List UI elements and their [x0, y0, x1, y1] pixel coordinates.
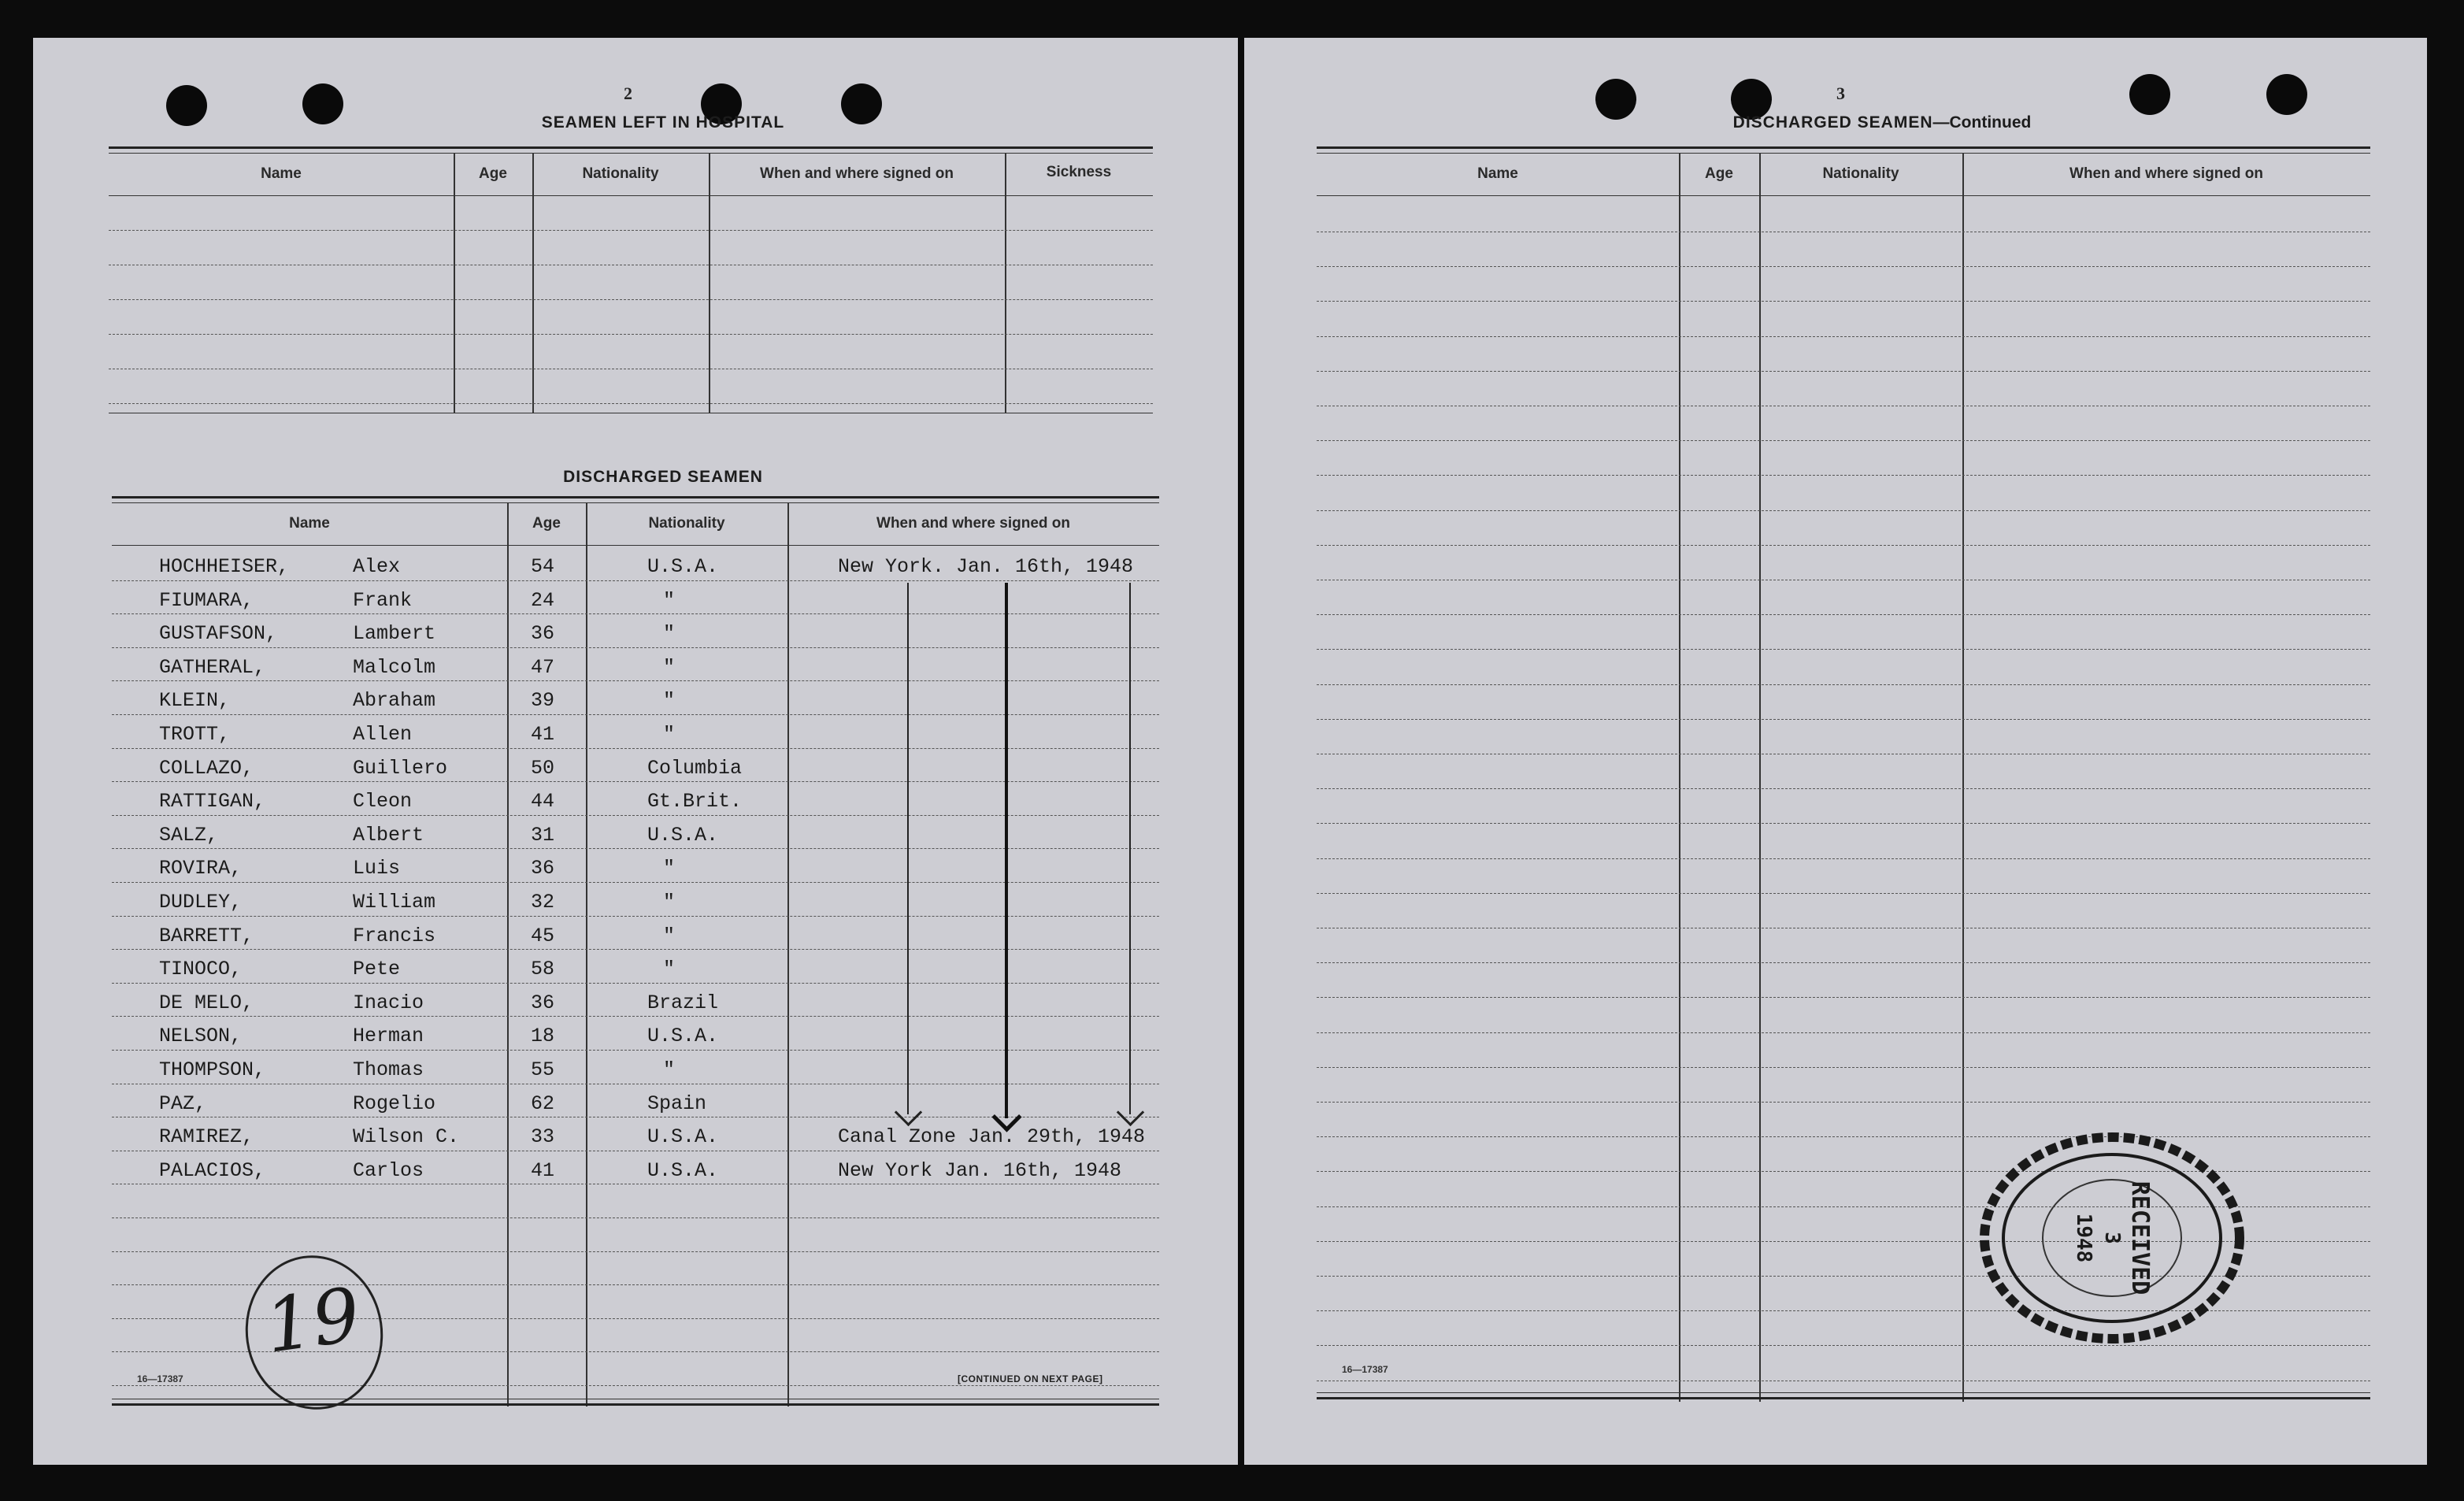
- seaman-nationality: ": [663, 655, 676, 679]
- discharged-continued-title: [1606, 113, 2158, 132]
- seaman-age: 24: [531, 588, 555, 612]
- seaman-surname: SALZ,: [159, 823, 219, 847]
- title-main: DISCHARGED SEAMEN: [1732, 113, 1933, 132]
- seaman-age: 33: [531, 1125, 555, 1149]
- seaman-nationality: U.S.A.: [647, 1125, 719, 1149]
- seaman-age: 36: [531, 991, 555, 1014]
- col-header-nationality: Nationality: [582, 165, 659, 182]
- seaman-given-name: William: [353, 891, 436, 914]
- seaman-surname: COLLAZO,: [159, 756, 254, 780]
- col-header-signed-on: When and where signed on: [760, 165, 954, 182]
- seaman-age: 41: [531, 1158, 555, 1182]
- seaman-nationality: ": [663, 1058, 676, 1081]
- seaman-surname: KLEIN,: [159, 689, 231, 713]
- left-page: [33, 38, 1238, 1465]
- page-number: 3: [1836, 83, 1845, 103]
- seaman-given-name: Wilson C.: [353, 1125, 460, 1149]
- table-row: [112, 647, 1159, 680]
- seaman-surname: TINOCO,: [159, 958, 243, 981]
- seaman-nationality: ": [663, 891, 676, 914]
- seaman-nationality: ": [663, 857, 676, 880]
- seaman-age: 36: [531, 622, 555, 646]
- ditto-arrow: [907, 583, 909, 1114]
- table-row: [112, 1151, 1159, 1184]
- seaman-nationality: Brazil: [647, 991, 719, 1014]
- ditto-arrow: [1005, 583, 1008, 1118]
- seaman-nationality: ": [663, 723, 676, 746]
- seaman-surname: PAZ,: [159, 1091, 207, 1115]
- punch-hole: [2129, 74, 2170, 115]
- col-header-age: Age: [532, 515, 561, 532]
- seaman-signed-on: Canal Zone Jan. 29th, 1948: [838, 1125, 1146, 1149]
- seaman-given-name: Alex: [353, 555, 401, 578]
- hospital-section-title: SEAMEN LEFT IN HOSPITAL: [541, 113, 785, 132]
- title-suffix: —Continued: [1932, 113, 2032, 132]
- page-number: 2: [624, 83, 632, 103]
- seaman-given-name: Albert: [353, 823, 424, 847]
- seaman-nationality: ": [663, 622, 676, 646]
- seaman-given-name: Francis: [353, 924, 436, 947]
- discharged-section-title: DISCHARGED SEAMEN: [563, 468, 763, 486]
- continued-note: [CONTINUED ON NEXT PAGE]: [958, 1373, 1103, 1384]
- seaman-surname: GATHERAL,: [159, 655, 266, 679]
- punch-hole: [302, 83, 343, 124]
- table-row: [112, 983, 1159, 1016]
- table-row: [112, 680, 1159, 713]
- seaman-nationality: U.S.A.: [647, 555, 719, 578]
- seaman-age: 55: [531, 1058, 555, 1081]
- seaman-nationality: U.S.A.: [647, 1158, 719, 1182]
- seaman-surname: FIUMARA,: [159, 588, 254, 612]
- seaman-signed-on: New York Jan. 16th, 1948: [838, 1158, 1122, 1182]
- col-header-name: Name: [289, 515, 330, 532]
- stamp-word: RECEIVED: [2126, 1180, 2154, 1295]
- seaman-given-name: Malcolm: [353, 655, 436, 679]
- seaman-surname: BARRETT,: [159, 924, 254, 947]
- received-stamp: [1962, 1118, 2262, 1355]
- seaman-given-name: Lambert: [353, 622, 436, 646]
- table-row: [112, 748, 1159, 781]
- stamp-year: 1948: [2072, 1213, 2095, 1263]
- seaman-age: 62: [531, 1091, 555, 1115]
- seaman-nationality: ": [663, 924, 676, 947]
- seaman-given-name: Allen: [353, 723, 413, 746]
- seaman-surname: HOCHHEISER,: [159, 555, 290, 578]
- seaman-age: 31: [531, 823, 555, 847]
- seaman-age: 44: [531, 790, 555, 814]
- table-row: [112, 547, 1159, 580]
- seaman-given-name: Carlos: [353, 1158, 424, 1182]
- seaman-given-name: Cleon: [353, 790, 413, 814]
- seaman-given-name: Rogelio: [353, 1091, 436, 1115]
- col-header-name: Name: [1477, 165, 1518, 182]
- form-code: 16—17387: [137, 1373, 183, 1384]
- seaman-surname: RATTIGAN,: [159, 790, 266, 814]
- seaman-nationality: U.S.A.: [647, 823, 719, 847]
- col-header-name: Name: [261, 165, 302, 182]
- col-header-signed-on: When and where signed on: [876, 515, 1070, 532]
- seaman-surname: NELSON,: [159, 1025, 243, 1048]
- seaman-surname: DUDLEY,: [159, 891, 243, 914]
- seaman-given-name: Herman: [353, 1025, 424, 1048]
- seaman-nationality: ": [663, 958, 676, 981]
- table-row: [112, 949, 1159, 982]
- seaman-given-name: Pete: [353, 958, 401, 981]
- seaman-surname: PALACIOS,: [159, 1158, 266, 1182]
- form-code: 16—17387: [1342, 1364, 1388, 1375]
- seaman-given-name: Abraham: [353, 689, 436, 713]
- seaman-surname: DE MELO,: [159, 991, 254, 1014]
- col-header-age: Age: [479, 165, 507, 182]
- seaman-nationality: ": [663, 689, 676, 713]
- table-row: [112, 1050, 1159, 1083]
- col-header-signed-on: When and where signed on: [2069, 165, 2263, 182]
- col-header-age: Age: [1705, 165, 1733, 182]
- table-row: [112, 848, 1159, 881]
- seaman-age: 45: [531, 924, 555, 947]
- seaman-signed-on: New York. Jan. 16th, 1948: [838, 555, 1134, 578]
- seaman-age: 58: [531, 958, 555, 981]
- seaman-nationality: ": [663, 588, 676, 612]
- table-row: [112, 613, 1159, 647]
- seaman-nationality: Gt.Brit.: [647, 790, 743, 814]
- seaman-age: 41: [531, 723, 555, 746]
- punch-hole: [2266, 74, 2307, 115]
- table-row: [112, 1016, 1159, 1049]
- seaman-age: 18: [531, 1025, 555, 1048]
- col-header-nationality: Nationality: [648, 515, 725, 532]
- hospital-table: [109, 146, 1153, 446]
- punch-hole: [166, 85, 207, 126]
- table-row: [112, 714, 1159, 747]
- seaman-given-name: Inacio: [353, 991, 424, 1014]
- seaman-age: 47: [531, 655, 555, 679]
- seaman-age: 39: [531, 689, 555, 713]
- seaman-age: 50: [531, 756, 555, 780]
- table-row: [112, 815, 1159, 848]
- col-header-nationality: Nationality: [1822, 165, 1899, 182]
- seaman-surname: THOMPSON,: [159, 1058, 266, 1081]
- seaman-surname: TROTT,: [159, 723, 231, 746]
- seaman-nationality: Spain: [647, 1091, 707, 1115]
- handwritten-count: 19: [260, 1272, 365, 1370]
- seaman-given-name: Thomas: [353, 1058, 424, 1081]
- seaman-given-name: Guillero: [353, 756, 448, 780]
- seaman-age: 54: [531, 555, 555, 578]
- seaman-given-name: Frank: [353, 588, 413, 612]
- col-header-sickness: Sickness: [1046, 164, 1112, 180]
- seaman-nationality: Columbia: [647, 756, 743, 780]
- table-row: [112, 781, 1159, 814]
- seaman-nationality: U.S.A.: [647, 1025, 719, 1048]
- seaman-surname: RAMIREZ,: [159, 1125, 254, 1149]
- table-row: [112, 882, 1159, 915]
- table-row: [112, 580, 1159, 613]
- seaman-age: 32: [531, 891, 555, 914]
- stamp-day: 3: [2100, 1232, 2124, 1244]
- table-row: [112, 916, 1159, 949]
- ditto-arrow: [1129, 583, 1131, 1114]
- seaman-surname: ROVIRA,: [159, 857, 243, 880]
- seaman-surname: GUSTAFSON,: [159, 622, 278, 646]
- seaman-given-name: Luis: [353, 857, 401, 880]
- seaman-age: 36: [531, 857, 555, 880]
